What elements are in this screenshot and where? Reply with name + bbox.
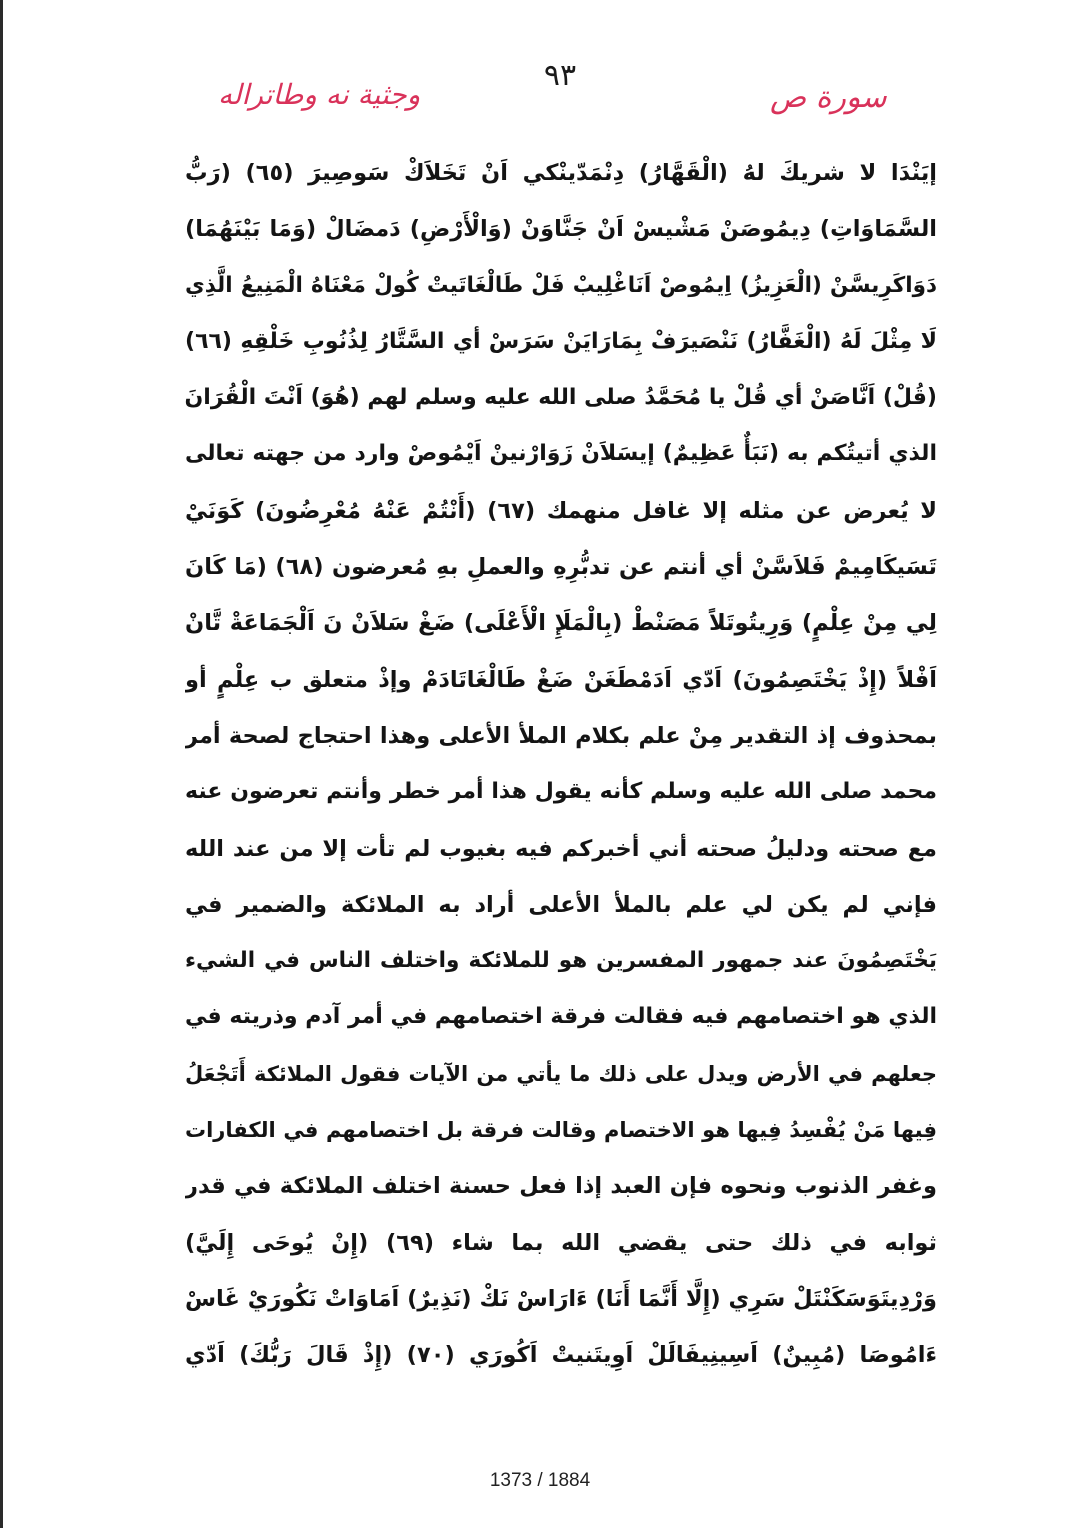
text-line: تَسَيكَامِيمْ فَلاَسَّنْ أي أنتم عن تدبُّرِهِ والعملِ بهِ مُعرضون (٦٨) (مَا كَانَ — [185, 554, 937, 581]
text-line: الذي أتيتُكم به (نَبَأٌ عَظِيمٌ) إيسَلاَنْ زَوَارْنينْ اَيْمُوصْ وارد من جهته تعالى — [185, 441, 937, 467]
text-line: ثوابه في ذلك حتى يقضي الله بما شاء (٦٩) (إِنْ يُوحَى إِلَيَّ) — [185, 1229, 937, 1256]
text-line: اَفْلاً (إِذْ يَخْتَصِمُونَ) اَدّي اَدَمْطَغَنْ ضَغْ طَالْغَاتَادَمْ وإذْ متعلق ب عِلْمٍ أو — [185, 666, 937, 693]
page-edge-shadow — [0, 0, 3, 1528]
text-line: (قُلْ) اَنَّاصَنْ أي قُلْ يا مُحَمَّدُ صلى الله عليه وسلم لهم (هُوَ) اَنْتَ الْقُرَانَ — [185, 385, 937, 411]
text-line: يَخْتَصِمُونَ عند جمهور المفسرين هو للملائكة واختلف الناس في الشيء — [185, 948, 937, 974]
text-line: وَرْدِيتَوَسَكَنْتَلْ سَرِي (إِلَّا أَنَّمَا أَنَا) ءَارَاسْ نَكْ (نَذِيرٌ) اَمَاوَاتْ نَكُورَيْ غَاسْ — [185, 1285, 937, 1312]
text-line: إيَنْدَا لا شريكَ لهُ (الْقَهَّارُ) دِنْمَدّينْكي اَنْ تَخَلاَكْ سَوصِيرَ (٦٥) (رَبُّ — [185, 160, 937, 186]
text-line: بمحذوف إذ التقدير مِنْ علم بكلام الملأ الأعلى وهذا احتجاج لصحة أمر — [185, 722, 937, 749]
text-line: دَوَاكَرِيسَّنْ (الْعَزِيزُ) اِيمُوصْ اَنَاغْلِيبْ فَلْ طَالْغَاتَيتْ كُولْ مَعْنَاهُ الْمَنِيعُ الَّذِي — [185, 272, 937, 298]
text-line: الذي هو اختصامهم فيه فقالت فرقة اختصامهم في أمر آدم وذريته في — [185, 1004, 937, 1030]
text-line: وغفر الذنوب ونحوه فإن العبد إذا فعل حسنة اختلف الملائكة في قدر — [185, 1173, 937, 1200]
handwritten-surah-title: سورة ص — [770, 80, 887, 115]
text-line: لا يُعرض عن مثله إلا غافل منهمك (٦٧) (أَنْتُمْ عَنْهُ مُعْرِضُونَ) كَوَنَيْ — [185, 497, 937, 524]
handwritten-annotation-left: وجثية نه وطاتراله — [218, 78, 421, 111]
text-line: فإني لم يكن لي علم بالملأ الأعلى أراد به الملائكة والضمير في — [185, 891, 937, 918]
text-line: جعلهم في الأرض ويدل على ذلك ما يأتي من الآيات فقول الملائكة أَتَجْعَلُ — [185, 1061, 937, 1086]
page-indicator: 1373 / 1884 — [489, 1470, 591, 1491]
text-line: محمد صلى الله عليه وسلم كأنه يقول هذا أمر خطر وأنتم تعرضون عنه — [185, 779, 937, 805]
text-line: ءَامُوصَا (مُبِينٌ) اَسِينِيفَالَلْ اَوِيتَنيتْ اَكُورَي (٧٠) (إِذْ قَالَ رَبُّكَ) اَدّي — [185, 1342, 937, 1369]
text-line: مع صحته ودليلُ صحته أني أخبركم فيه بغيوب لم تأت إلا من عند الله — [185, 835, 937, 862]
text-line: السَّمَاوَاتِ) دِيمُوصَنْ مَشْيسْ اَنْ جَنَّاوَنْ (وَالْأَرْضِ) دَمضَالْ (وَمَا بَيْنَهُمَا) — [185, 216, 937, 243]
text-line: لَا مِثْلَ لَهُ (الْغَفَّارُ) نَنْصَيرَفْ بِمَارَايَنْ سَرَسْ أي السَّتَّارُ لِذُنُوبِ خَلْقِهِ (٦٦) — [185, 328, 937, 354]
page-number: ٩٣ — [543, 58, 577, 93]
text-line: لِي مِنْ عِلْمٍ) وَرِيتُوتَلاً مَصَنْطْ (بِالْمَلَإِ الْأَعْلَى) ضَغْ سَلاَنْ نَ اَلْجَمَاعَةْ تَّانْ — [185, 610, 937, 637]
body-text — [185, 145, 937, 1384]
text-line: فِيها مَنْ يُفْسِدُ فِيها هو الاختصام وقالت فرقة بل اختصامهم في الكفارات — [185, 1118, 937, 1143]
